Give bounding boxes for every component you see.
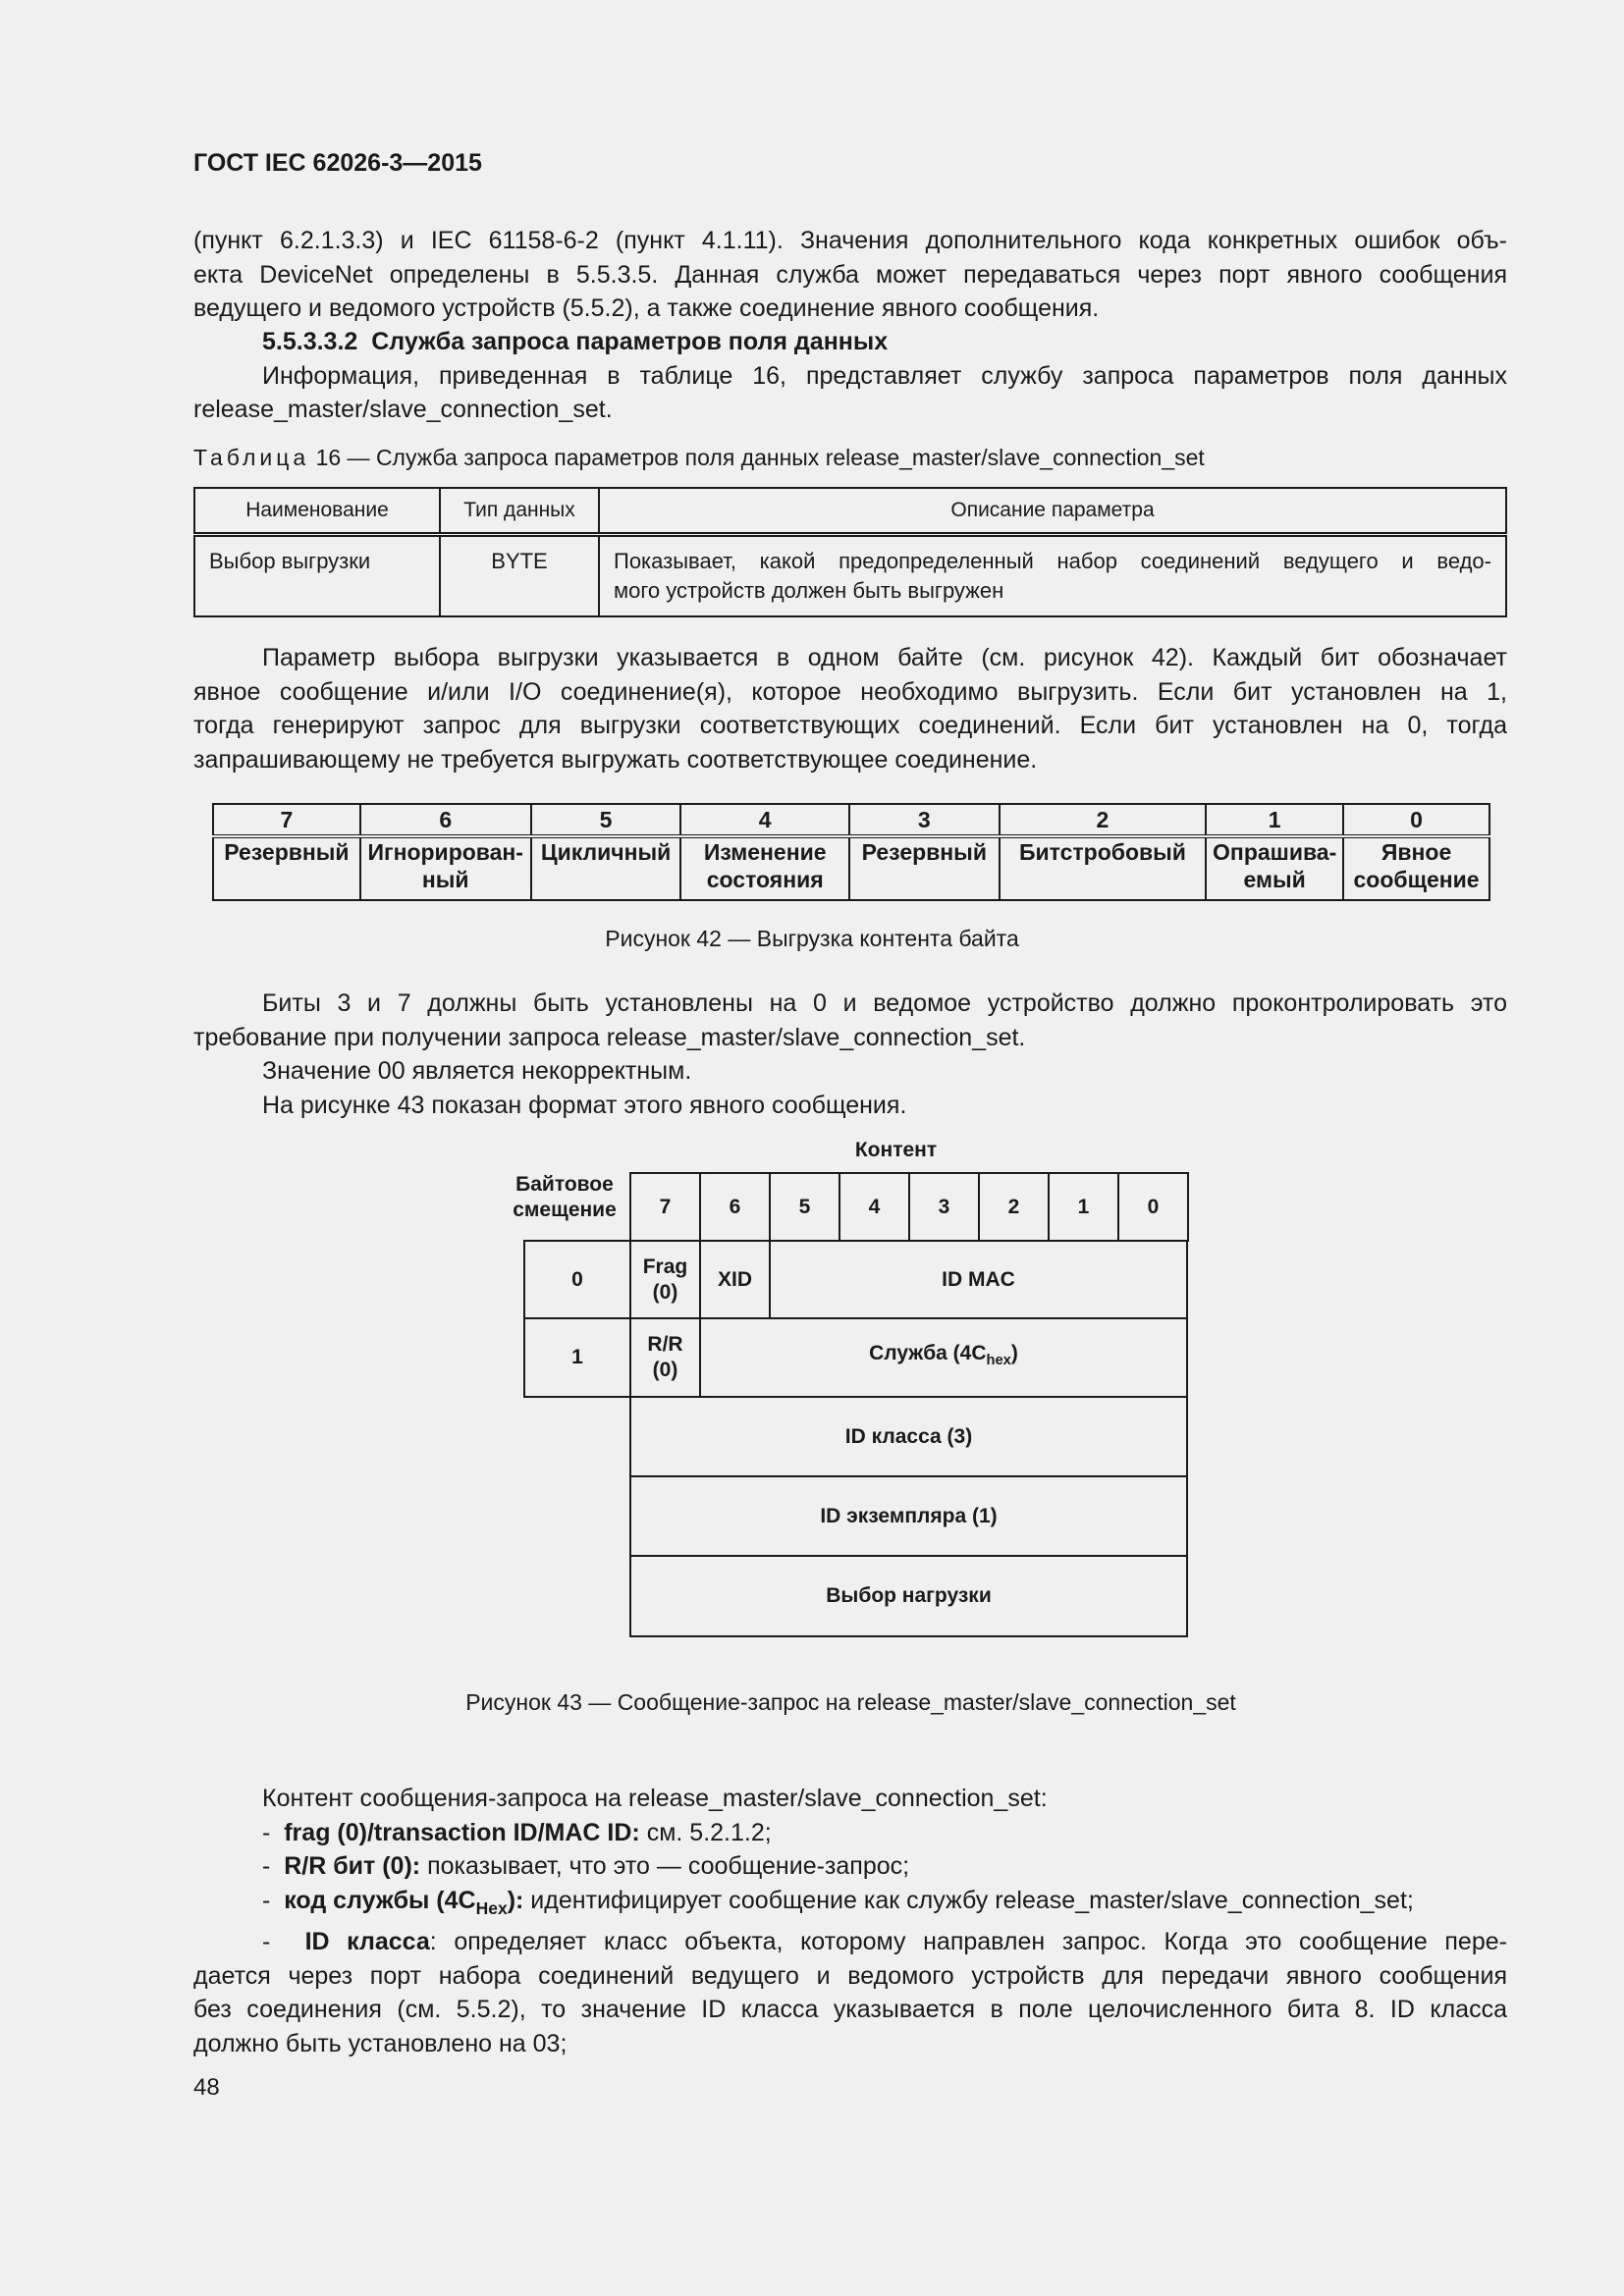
bit-label-line: Резервный [224,839,350,865]
list-term-close: ): [507,1886,524,1914]
list-term [284,1886,524,1918]
service-subscript: hex [986,1353,1011,1369]
text-line: екта DeviceNet определены в 5.5.3.5. Данная служба может передаваться через порт явного сообщения [193,260,1507,289]
bit-label-line: состояния [706,867,824,892]
bit-label-line: сообщение [1353,867,1480,892]
offset-label-line: смещение [513,1199,617,1221]
list-text: идентифицирует сообщение как службу release_master/slave_connection_set; [523,1886,1414,1914]
offset-0-cell: 0 [523,1240,631,1319]
cell-description [599,535,1506,617]
bit-label-line: ный [421,867,469,892]
text-line: мого устройств должен быть выгружен [614,578,1004,603]
cell-name: Выбор выгрузки [194,535,440,617]
text-line: Биты 3 и 7 должны быть установлены на 0 и ведомое устройство должно проконтролировать это [262,989,1507,1017]
section-5-5-3-3-2 [193,325,1507,427]
bit-label-line: Изменение [703,839,827,865]
frag-value: (0) [652,1280,678,1304]
service-cell [699,1317,1188,1398]
bit-label-cell [1000,836,1207,900]
instance-id-cell: ID экземпляра (1) [629,1475,1188,1557]
list-term: frag (0)/transaction ID/MAC ID: [284,1818,640,1846]
frag-cell [629,1240,701,1319]
section-number: 5.5.3.3.2 [262,328,358,355]
list-dash: - [262,1928,271,1955]
list-term: R/R бит (0): [284,1852,421,1880]
table-16 [193,487,1507,617]
bit-number-cell: 5 [531,804,681,836]
figure-42-byte-table [212,803,1490,901]
text-line: На рисунке 43 показан формат этого явного сообщения. [262,1091,907,1119]
text-line: Значение 00 является некорректным. [262,1057,692,1085]
section-title: Служба запроса параметров поля данных [371,328,889,355]
list-text: : определяет класс объекта, которому направлен запрос. Когда это сообщение пере- [429,1928,1507,1955]
bit-label-cell [213,836,360,900]
bit-label-cell [680,836,848,900]
text-line: release_master/slave_connection_set. [193,396,613,423]
bit-label-line: Резервный [861,839,987,865]
bit-number-cell: 6 [360,804,531,836]
caption-prefix: Таблица [193,445,310,470]
bit-label-cell [531,836,681,900]
paragraph-3 [193,987,1507,1122]
text-line: (пункт 6.2.1.3.3) и IEC 61158-6-2 (пункт 4.1.11). Значения дополнительного кода конкретных ошибок объ- [193,227,1507,254]
bit-label-line: Опрашива- [1213,839,1337,865]
service-close: ) [1010,1342,1018,1365]
text-line: Показывает, какой предопределенный набор соединений ведущего и ведо- [614,549,1491,573]
bit-header-cell: 1 [1048,1172,1119,1242]
intro-paragraph [193,224,1507,326]
offset-label-line: Байтовое [515,1173,614,1196]
load-select-cell: Выбор нагрузки [629,1555,1188,1637]
xid-cell: XID [699,1240,771,1319]
text-line: явное сообщение и/или I/O соединение(я), которое необходимо выгрузить. Если бит установлен на 1, [193,677,1507,706]
list-dash: - [262,1818,271,1846]
bit-label-cell [1343,836,1489,900]
text-line: должно быть установлено на 03; [193,2029,568,2057]
frag-label: Frag [642,1255,688,1278]
page-number: 48 [193,2074,220,2101]
text-line: Параметр выбора выгрузки указывается в одном байте (см. рисунок 42). Каждый бит обозначает [262,644,1507,671]
bit-header-cell: 5 [769,1172,840,1242]
text-line: запрашивающему не требуется выгружать соответствующее соединение. [193,745,1038,774]
list-dash: - [262,1852,271,1880]
column-header-description: Описание параметра [599,488,1506,535]
list-text: см. 5.2.1.2; [639,1818,772,1846]
bit-number-cell: 7 [213,804,360,836]
list-item [193,1925,1507,1959]
bit-header-cell: 7 [629,1172,701,1242]
text-line: ведущего и ведомого устройств (5.5.2), а также соединение явного сообщения. [193,294,1100,322]
offset-1-cell: 1 [523,1317,631,1398]
text-line: дается через порт набора соединений ведущего и ведомого устройств для передачи явного сообщения [193,1961,1507,1990]
rr-value: (0) [652,1359,678,1381]
list-item [193,1849,1507,1884]
paragraph-2 [193,641,1507,776]
list-term-subscript: Hex [475,1897,508,1918]
bit-label-line: Игнорирован- [367,839,523,865]
bit-header-cell: 0 [1117,1172,1189,1242]
bit-number-cell: 0 [1343,804,1489,836]
list-text: показывает, что это — сообщение-запрос; [420,1852,910,1880]
bit-label-line: Цикличный [540,839,672,865]
list-term: ID класса [304,1928,430,1955]
list-dash: - [262,1886,271,1914]
bit-number-cell: 3 [849,804,1000,836]
rr-cell [629,1317,701,1398]
bit-header-cell: 3 [908,1172,980,1242]
text-line: тогда генерируют запрос для выгрузки соответствующих соединений. Если бит установлен на 0, тогда [193,712,1507,739]
bit-label-cell [360,836,531,900]
rr-label: R/R [647,1333,683,1356]
content-label: Контент [854,1139,938,1161]
id-mac-cell: ID MAC [769,1240,1188,1319]
service-label: Служба (4C [869,1342,987,1365]
figure-42-caption: Рисунок 42 — Выгрузка контента байта [605,926,1019,951]
bit-header-cell: 2 [978,1172,1050,1242]
text-line: Информация, приведенная в таблице 16, представляет службу запроса параметров поля данных [262,361,1507,390]
cell-type: BYTE [440,535,599,617]
class-id-cell: ID класса (3) [629,1396,1188,1477]
bit-label-cell [1206,836,1343,900]
service-text [869,1341,1018,1373]
section-heading [193,325,1507,359]
bit-header-cell: 6 [699,1172,771,1242]
bit-number-cell: 1 [1206,804,1343,836]
list-term-part: код службы (4C [284,1886,476,1914]
byte-offset-label [501,1172,628,1223]
list-intro: Контент сообщения-запроса на release_master/slave_connection_set: [262,1785,1048,1812]
text-line: требование при получении запроса release_master/slave_connection_set. [193,1023,1026,1051]
bit-label-line: Битстробовый [1018,839,1186,865]
list-item [193,1816,1507,1850]
column-header-type: Тип данных [440,488,599,535]
bit-number-cell: 2 [1000,804,1207,836]
column-header-name: Наименование [194,488,440,535]
bit-label-cell [849,836,1000,900]
content-list [193,1782,1507,2060]
text-line: без соединения (см. 5.5.2), то значение ID класса указывается в поле целочисленного бита 8. ID класса [193,1996,1507,2023]
table-16-caption [193,445,1205,471]
document-header: ГОСТ IEC 62026-3—2015 [193,149,482,177]
list-item [193,1884,1507,1926]
bit-number-cell: 4 [680,804,848,836]
bit-header-cell: 4 [839,1172,910,1242]
figure-43-caption: Рисунок 43 — Сообщение-запрос на release_master/slave_connection_set [465,1689,1236,1715]
bit-label-line: емый [1243,867,1306,892]
caption-text: 16 — Служба запроса параметров поля данных release_master/slave_connection_set [309,445,1205,470]
bit-label-line: Явное [1380,839,1452,865]
